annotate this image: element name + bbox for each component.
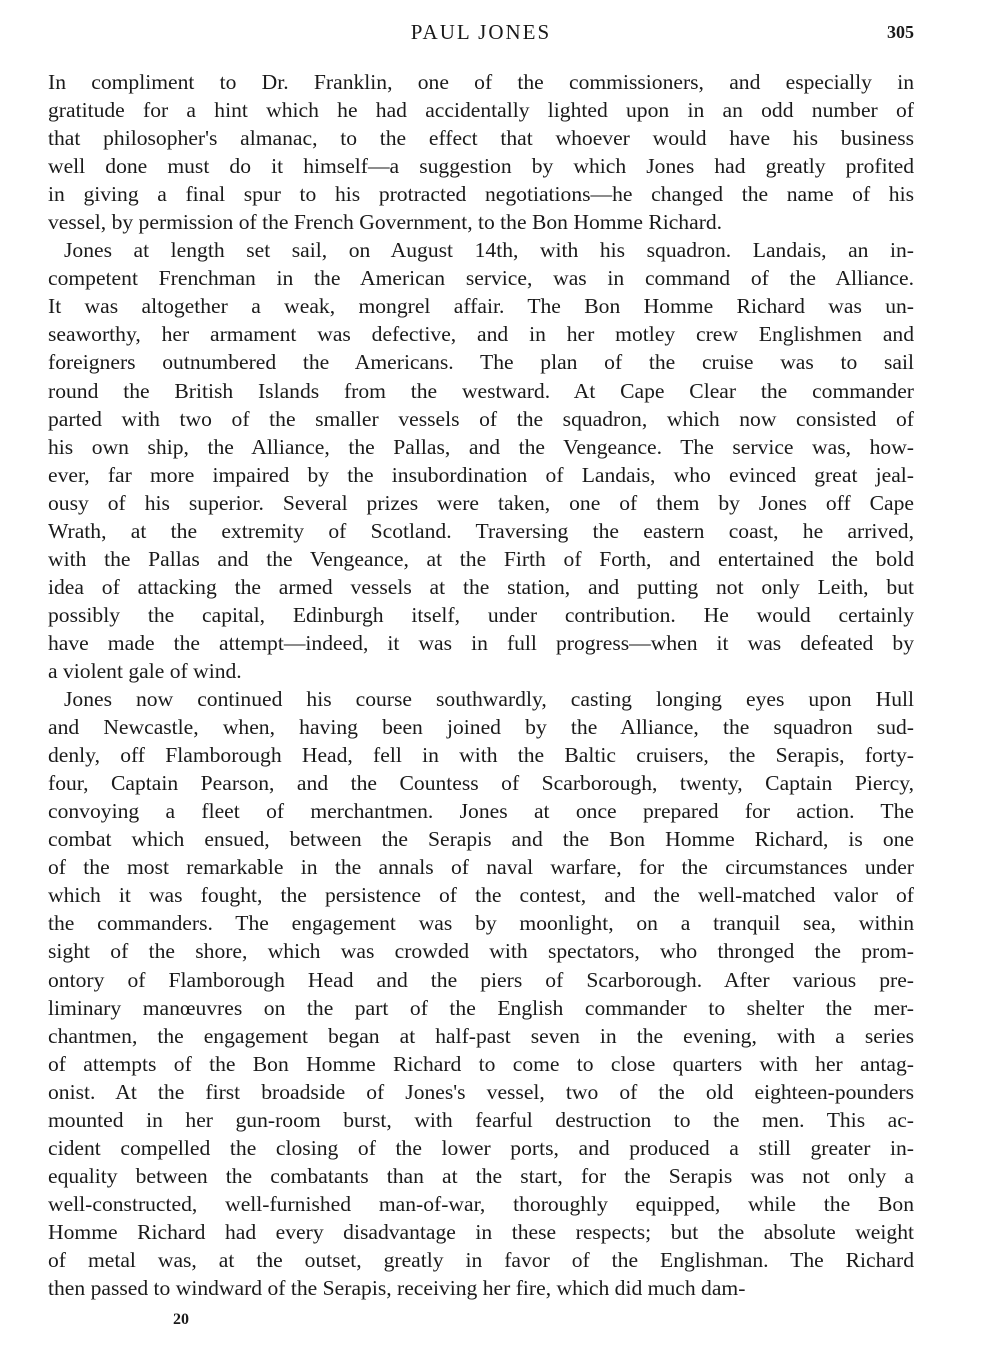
text-line: which it was fought, the persistence of the contest, and the well-matched valor of bbox=[48, 883, 914, 908]
text-line: gratitude for a hint which he had accidentally lighted upon in an odd number of bbox=[48, 98, 914, 123]
text-line: ever, far more impaired by the insubordination of Landais, who evinced great jeal- bbox=[48, 462, 914, 487]
text-line: the commanders. The engagement was by moonlight, on a tranquil sea, within bbox=[48, 911, 914, 936]
text-line: Homme Richard had every disadvantage in these respects; but the absolute weight bbox=[48, 1219, 914, 1244]
text-line: In compliment to Dr. Franklin, one of the commissioners, and especially in bbox=[48, 70, 914, 94]
text-line: of the most remarkable in the annals of naval warfare, for the circumstances under bbox=[48, 855, 914, 880]
text-line: ontory of Flamborough Head and the piers of Scarborough. After various pre- bbox=[48, 967, 914, 992]
running-head bbox=[48, 20, 914, 50]
text-line: combat which ensued, between the Serapis and the Bon Homme Richard, is one bbox=[48, 827, 914, 852]
text-line: parted with two of the smaller vessels of the squadron, which now consisted of bbox=[48, 406, 914, 431]
text-line: Wrath, at the extremity of Scotland. Traversing the eastern coast, he arrived, bbox=[48, 518, 914, 543]
page-number: 305 bbox=[887, 22, 914, 42]
text-line: that philosopher's almanac, to the effect that whoever would have his business bbox=[48, 126, 914, 151]
text-line: Jones at length set sail, on August 14th, with his squadron. Landais, an in- bbox=[64, 238, 914, 263]
text-line: Jones now continued his course southwardly, casting longing eyes upon Hull bbox=[64, 687, 914, 712]
text-line: round the British Islands from the westward. At Cape Clear the commander bbox=[48, 378, 914, 403]
paragraph bbox=[48, 236, 914, 685]
text-line: well done must do it himself—a suggestion by which Jones had greatly profited bbox=[48, 154, 914, 179]
body-text bbox=[48, 68, 914, 1302]
running-title: PAUL JONES bbox=[410, 20, 552, 44]
text-line: onist. At the first broadside of Jones's vessel, two of the old eighteen-pounders bbox=[48, 1079, 914, 1104]
paragraph bbox=[48, 68, 914, 236]
text-line: liminary manœuvres on the part of the English commander to shelter the mer- bbox=[48, 995, 914, 1020]
text-line: It was altogether a weak, mongrel affair. The Bon Homme Richard was un- bbox=[48, 294, 914, 319]
signature-mark: 20 bbox=[173, 1311, 189, 1328]
text-line: denly, off Flamborough Head, fell in with the Baltic cruisers, the Serapis, forty- bbox=[48, 743, 914, 768]
text-line: cident compelled the closing of the lower ports, and produced a still greater in- bbox=[48, 1135, 914, 1160]
text-line: seaworthy, her armament was defective, and in her motley crew Englishmen and bbox=[48, 322, 914, 347]
paragraph bbox=[48, 685, 914, 1302]
text-line: ousy of his superior. Several prizes were taken, one of them by Jones off Cape bbox=[48, 490, 914, 515]
text-line: vessel, by permission of the French Government, to the Bon Homme Richard. bbox=[48, 210, 723, 235]
text-line: possibly the capital, Edinburgh itself, under contribution. He would certainly bbox=[48, 602, 914, 627]
text-line: of metal was, at the outset, greatly in favor of the Englishman. The Richard bbox=[48, 1247, 914, 1272]
text-line: chantmen, the engagement began at half-past seven in the evening, with a series bbox=[48, 1023, 914, 1048]
text-line: idea of attacking the armed vessels at the station, and putting not only Leith, but bbox=[48, 574, 914, 599]
text-line: sight of the shore, which was crowded with spectators, who thronged the prom- bbox=[48, 939, 914, 964]
text-line: and Newcastle, when, having been joined by the Alliance, the squadron sud- bbox=[48, 715, 914, 740]
text-line: convoying a fleet of merchantmen. Jones at once prepared for action. The bbox=[48, 799, 914, 824]
text-line: then passed to windward of the Serapis, receiving her fire, which did much dam- bbox=[48, 1276, 746, 1301]
text-line: foreigners outnumbered the Americans. The plan of the cruise was to sail bbox=[48, 350, 914, 375]
text-line: have made the attempt—indeed, it was in full progress—when it was defeated by bbox=[48, 630, 914, 655]
text-line: in giving a final spur to his protracted negotiations—he changed the name of his bbox=[48, 182, 914, 207]
text-line: his own ship, the Alliance, the Pallas, and the Vengeance. The service was, how- bbox=[48, 434, 914, 459]
text-line: a violent gale of wind. bbox=[48, 658, 242, 683]
text-line: four, Captain Pearson, and the Countess of Scarborough, twenty, Captain Piercy, bbox=[48, 771, 914, 796]
text-line: competent Frenchman in the American service, was in command of the Alliance. bbox=[48, 266, 914, 291]
text-line: of attempts of the Bon Homme Richard to come to close quarters with her antag- bbox=[48, 1051, 914, 1076]
text-line: with the Pallas and the Vengeance, at the Firth of Forth, and entertained the bold bbox=[48, 546, 914, 571]
text-line: mounted in her gun-room burst, with fearful destruction to the men. This ac- bbox=[48, 1107, 914, 1132]
text-line: equality between the combatants than at the start, for the Serapis was not only a bbox=[48, 1163, 914, 1188]
text-line: well-constructed, well-furnished man-of-war, thoroughly equipped, while the Bon bbox=[48, 1191, 914, 1216]
